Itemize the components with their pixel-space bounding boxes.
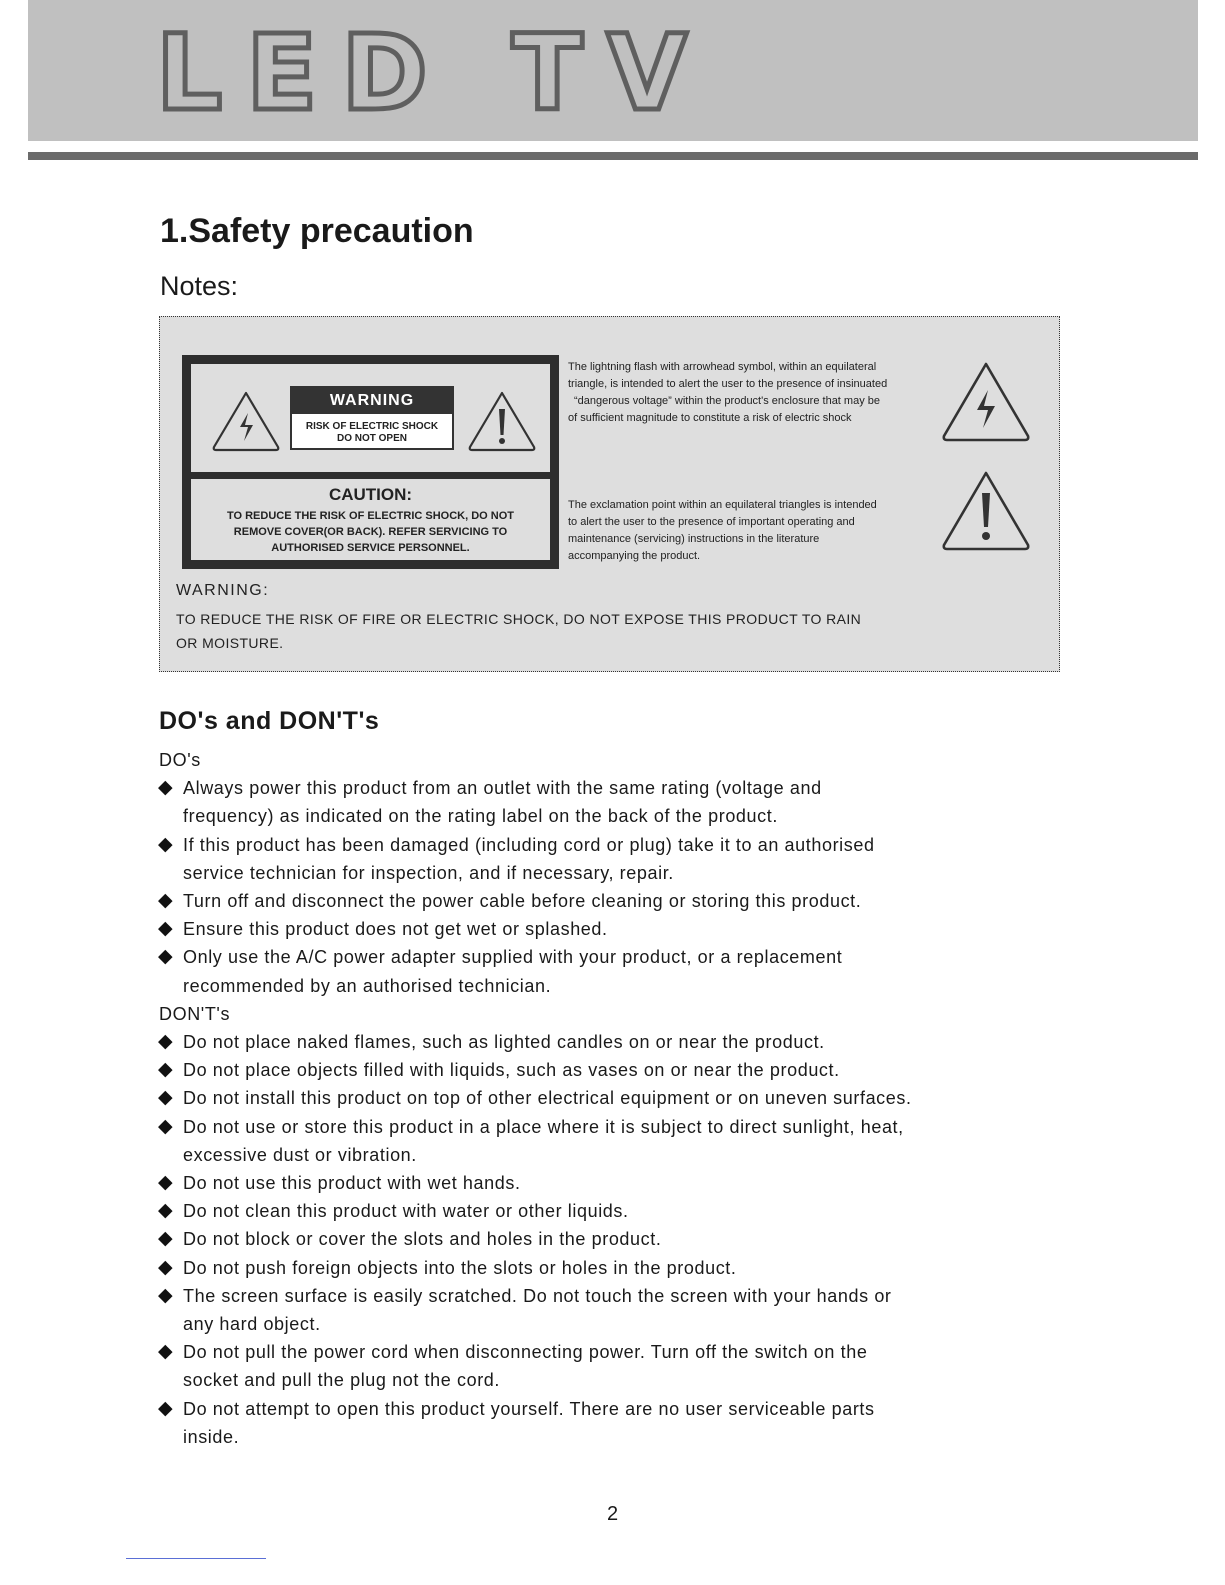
description-line: of sufficient magnitude to constitute a risk of electric shock [568,412,852,424]
diamond-bullet-icon: ◆ [158,1256,174,1278]
caution-line: AUTHORISED SERVICE PERSONNEL. [271,542,470,554]
donts-item [159,1028,1059,1056]
donts-item-line: Do not block or cover the slots and holes in the product. [183,1229,662,1250]
diamond-bullet-icon: ◆ [158,777,174,799]
dos-donts-list [159,746,1059,1451]
diamond-bullet-icon: ◆ [158,1397,174,1419]
diamond-bullet-icon: ◆ [158,1284,174,1306]
donts-item-line: any hard object. [183,1314,321,1335]
donts-item [159,1197,1059,1225]
donts-item [159,1084,1059,1112]
diamond-bullet-icon: ◆ [158,1228,174,1250]
bottom-underline [126,1558,266,1559]
dos-item [159,774,1059,830]
warning-label-top [191,364,550,472]
caution-panel [191,479,550,560]
exclamation-symbol-icon [939,469,1033,553]
box-warning-line: TO REDUCE THE RISK OF FIRE OR ELECTRIC SHOCK, DO NOT EXPOSE THIS PRODUCT TO RAIN [176,611,862,627]
donts-item-line: socket and pull the plug not the cord. [183,1370,500,1391]
diamond-bullet-icon: ◆ [158,890,174,912]
description-line: maintenance (servicing) instructions in the literature [568,533,820,545]
header-band [28,0,1198,141]
diamond-bullet-icon: ◆ [158,833,174,855]
caution-line: TO REDUCE THE RISK OF ELECTRIC SHOCK, DO NOT [226,510,515,522]
caution-line: REMOVE COVER(OR BACK). REFER SERVICING TO [233,526,508,538]
warning-box [290,386,454,450]
dos-heading: DO's [159,750,201,770]
notes-box [159,316,1060,672]
description-line: “dangerous voltage” within the product's enclosure that may be [574,395,880,407]
risk-text [292,421,452,445]
dos-item [159,915,1059,943]
donts-item [159,1169,1059,1197]
donts-item-line: excessive dust or vibration. [183,1144,417,1165]
donts-item-line: inside. [183,1426,240,1447]
donts-item-line: Do not clean this product with water or other liquids. [183,1201,629,1222]
donts-item-line: Do not push foreign objects into the slots or holes in the product. [183,1257,737,1278]
donts-item [159,1282,1059,1338]
donts-item-line: Do not place objects filled with liquids, such as vases on or near the product. [183,1060,840,1081]
warning-head: WARNING [292,388,452,414]
risk-line: RISK OF ELECTRIC SHOCK [305,421,439,432]
diamond-bullet-icon: ◆ [158,946,174,968]
dos-item-line: Ensure this product does not get wet or splashed. [183,919,608,940]
box-warning-label: WARNING: [176,582,270,599]
donts-item [159,1395,1059,1451]
dos-donts-title: DO's and DON'T's [159,707,380,735]
page-number: 2 [606,1503,619,1525]
donts-item [159,1056,1059,1084]
donts-item-line: Do not use or store this product in a place where it is subject to direct sunlight, heat, [183,1116,904,1137]
description-line: accompanying the product. [568,550,701,562]
description-line: The exclamation point within an equilateral triangles is intended [568,499,877,511]
box-warning-text [176,607,976,655]
donts-heading: DON'T's [159,1003,231,1024]
warning-label-panel [182,355,559,569]
donts-item-line: The screen surface is easily scratched. Do not touch the screen with your hands or [183,1285,892,1306]
logo-title: LED TV [156,12,712,134]
donts-item-line: Do not pull the power cord when disconnecting power. Turn off the switch on the [183,1342,868,1363]
diamond-bullet-icon: ◆ [158,1087,174,1109]
donts-item-line: Do not attempt to open this product yourself. There are no user serviceable parts [183,1398,875,1419]
description-line: triangle, is intended to alert the user to the presence of insinuated [568,378,888,390]
donts-item-line: Do not use this product with wet hands. [183,1173,521,1194]
lightning-warning-icon [210,389,282,453]
box-warning-line: OR MOISTURE. [176,635,284,651]
diamond-bullet-icon: ◆ [158,1059,174,1081]
diamond-bullet-icon: ◆ [158,1031,174,1053]
dos-items [159,774,1059,1000]
page-title: 1.Safety precaution [160,212,474,250]
donts-item [159,1225,1059,1253]
description-line: The lightning flash with arrowhead symbol, within an equilateral [568,361,877,373]
dos-item-line: Always power this product from an outlet with the same rating (voltage and [183,778,822,799]
description-line: to alert the user to the presence of important operating and [568,516,855,528]
dos-item [159,943,1059,999]
diamond-bullet-icon: ◆ [158,918,174,940]
donts-items [159,1028,1059,1451]
lightning-description [568,359,948,427]
dos-item-line: Only use the A/C power adapter supplied with your product, or a replacement [183,947,843,968]
donts-item-line: Do not place naked flames, such as lighted candles on or near the product. [183,1032,825,1053]
header-divider [28,152,1198,160]
dos-item-line: Turn off and disconnect the power cable before cleaning or storing this product. [183,891,862,912]
dos-item-line: recommended by an authorised technician. [183,975,552,996]
diamond-bullet-icon: ◆ [158,1172,174,1194]
donts-item-line: Do not install this product on top of other electrical equipment or on uneven surfaces. [183,1088,912,1109]
diamond-bullet-icon: ◆ [158,1115,174,1137]
dos-item-line: If this product has been damaged (including cord or plug) take it to an authorised [183,834,875,855]
lightning-symbol-icon [939,360,1033,444]
notes-label: Notes: [160,271,239,301]
diamond-bullet-icon: ◆ [158,1200,174,1222]
donts-item [159,1254,1059,1282]
donts-item [159,1113,1059,1169]
donts-item [159,1338,1059,1394]
diamond-bullet-icon: ◆ [158,1341,174,1363]
risk-line: DO NOT OPEN [336,433,407,444]
dos-item-line: service technician for inspection, and if necessary, repair. [183,862,674,883]
caution-title: CAUTION: [328,485,413,504]
dos-item-line: frequency) as indicated on the rating label on the back of the product. [183,806,778,827]
dos-item [159,831,1059,887]
caution-text [191,508,550,556]
exclamation-warning-icon [466,389,538,453]
exclamation-description [568,497,948,565]
dos-item [159,887,1059,915]
